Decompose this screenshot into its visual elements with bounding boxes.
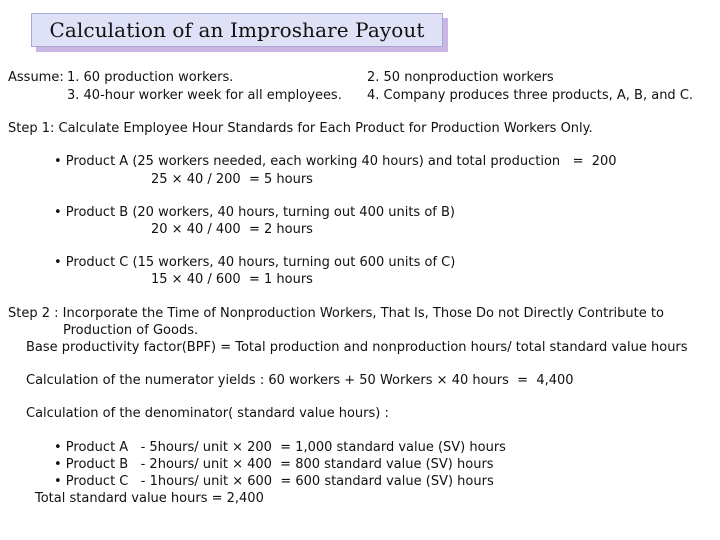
assume-item-3: 3. 40-hour worker week for all employees.	[67, 88, 342, 103]
sv-product-b: • Product B - 2hours/ unit × 400 = 800 standard value (SV) hours	[54, 457, 494, 472]
product-a-line: • Product A (25 workers needed, each working 40 hours) and total production = 200	[54, 154, 617, 169]
product-c-calc: 15 × 40 / 600 = 1 hours	[151, 272, 313, 287]
step2-heading-line1: Step 2 : Incorporate the Time of Nonproduction Workers, That Is, Those Do not Directly Contribute to	[8, 306, 664, 321]
step2-heading-line2: Production of Goods.	[63, 323, 199, 338]
numerator-calc: Calculation of the numerator yields : 60 workers + 50 Workers × 40 hours = 4,400	[26, 373, 574, 388]
sv-product-c: • Product C - 1hours/ unit × 600 = 600 standard value (SV) hours	[54, 474, 494, 489]
product-b-calc: 20 × 40 / 400 = 2 hours	[151, 222, 313, 237]
step1-heading: Step 1: Calculate Employee Hour Standards for Each Product for Production Workers Only.	[8, 121, 593, 136]
sv-total: Total standard value hours = 2,400	[35, 491, 264, 506]
product-b-line: • Product B (20 workers, 40 hours, turning out 400 units of B)	[54, 205, 455, 220]
product-c-line: • Product C (15 workers, 40 hours, turning out 600 units of C)	[54, 255, 456, 270]
assume-label: Assume:	[8, 70, 64, 85]
sv-product-a: • Product A - 5hours/ unit × 200 = 1,000 standard value (SV) hours	[54, 440, 506, 455]
product-a-calc: 25 × 40 / 200 = 5 hours	[151, 172, 313, 187]
title-box	[31, 13, 443, 47]
assume-item-1: 1. 60 production workers.	[67, 70, 234, 85]
assume-item-4: 4. Company produces three products, A, B, and C.	[367, 88, 694, 103]
denominator-heading: Calculation of the denominator( standard value hours) :	[26, 406, 389, 421]
page-title: Calculation of an Improshare Payout	[49, 18, 425, 42]
assume-item-2: 2. 50 nonproduction workers	[367, 70, 554, 85]
bpf-formula: Base productivity factor(BPF) = Total production and nonproduction hours/ total standard value hours	[26, 340, 688, 355]
